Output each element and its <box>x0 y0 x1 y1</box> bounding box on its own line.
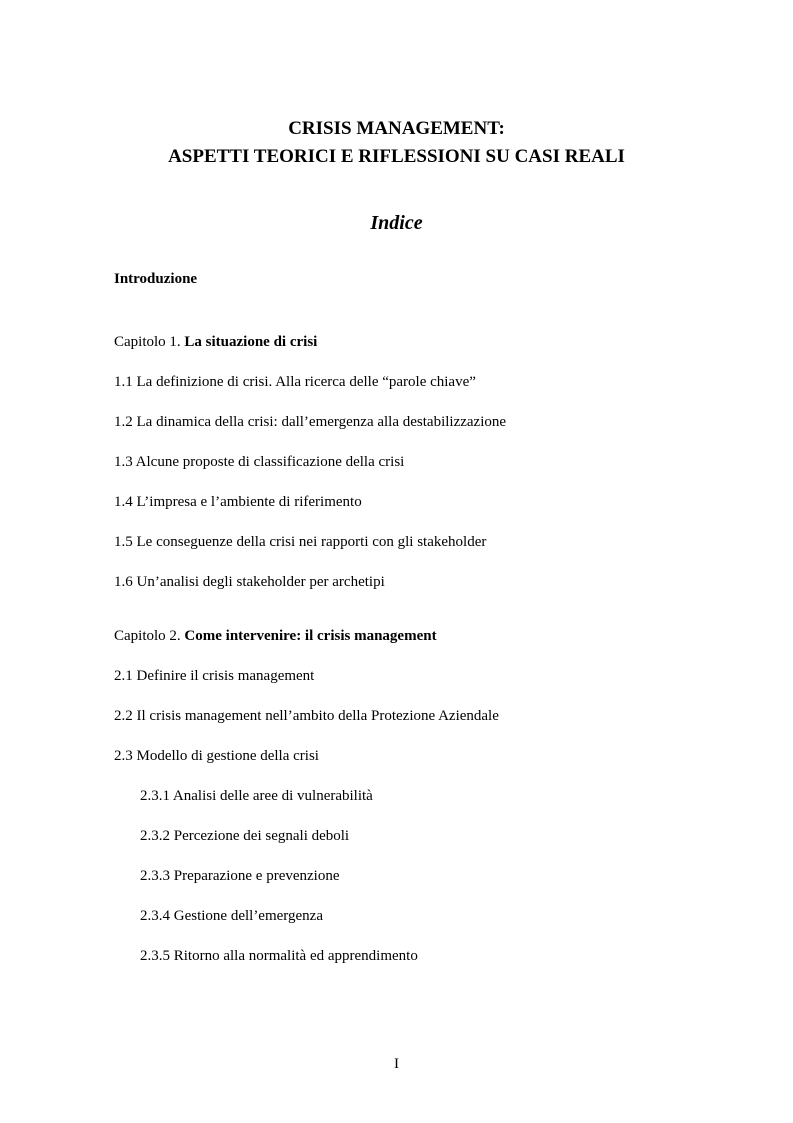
toc-subsection-2-3-5: 2.3.5 Ritorno alla normalità ed apprendimento <box>140 948 418 964</box>
toc-section-1-3: 1.3 Alcune proposte di classificazione della crisi <box>114 454 405 470</box>
toc-section-1-5: 1.5 Le conseguenze della crisi nei rapporti con gli stakeholder <box>114 534 487 550</box>
toc-section-1-1: 1.1 La definizione di crisi. Alla ricerca delle “parole chiave” <box>114 374 476 390</box>
index-heading: Indice <box>370 212 423 234</box>
chapter-2-prefix: Capitolo 2. <box>114 628 185 644</box>
toc-chapter-1 <box>114 335 317 350</box>
title-line-2: ASPETTI TEORICI E RIFLESSIONI SU CASI REALI <box>168 146 625 167</box>
toc-subsection-2-3-1: 2.3.1 Analisi delle aree di vulnerabilità <box>140 788 373 804</box>
chapter-2-title: Come intervenire: il crisis management <box>184 628 437 644</box>
toc-section-2-1: 2.1 Definire il crisis management <box>114 668 315 684</box>
toc-section-1-2: 1.2 La dinamica della crisi: dall’emergenza alla destabilizzazione <box>114 414 507 430</box>
toc-chapter-2 <box>114 629 437 644</box>
toc-section-1-6: 1.6 Un’analisi degli stakeholder per archetipi <box>114 574 385 590</box>
toc-section-2-2: 2.2 Il crisis management nell’ambito della Protezione Aziendale <box>114 708 499 724</box>
chapter-1-prefix: Capitolo 1. <box>114 334 185 350</box>
toc-subsection-2-3-2: 2.3.2 Percezione dei segnali deboli <box>140 828 350 844</box>
page-number: I <box>394 1056 399 1072</box>
toc-subsection-2-3-3: 2.3.3 Preparazione e prevenzione <box>140 868 340 884</box>
toc-introduction: Introduzione <box>114 271 198 287</box>
toc-section-1-4: 1.4 L’impresa e l’ambiente di riferimento <box>114 494 362 510</box>
toc-section-2-3: 2.3 Modello di gestione della crisi <box>114 748 319 764</box>
toc-subsection-2-3-4: 2.3.4 Gestione dell’emergenza <box>140 908 323 924</box>
title-line-1: CRISIS MANAGEMENT: <box>288 118 505 139</box>
chapter-1-title: La situazione di crisi <box>184 334 318 350</box>
